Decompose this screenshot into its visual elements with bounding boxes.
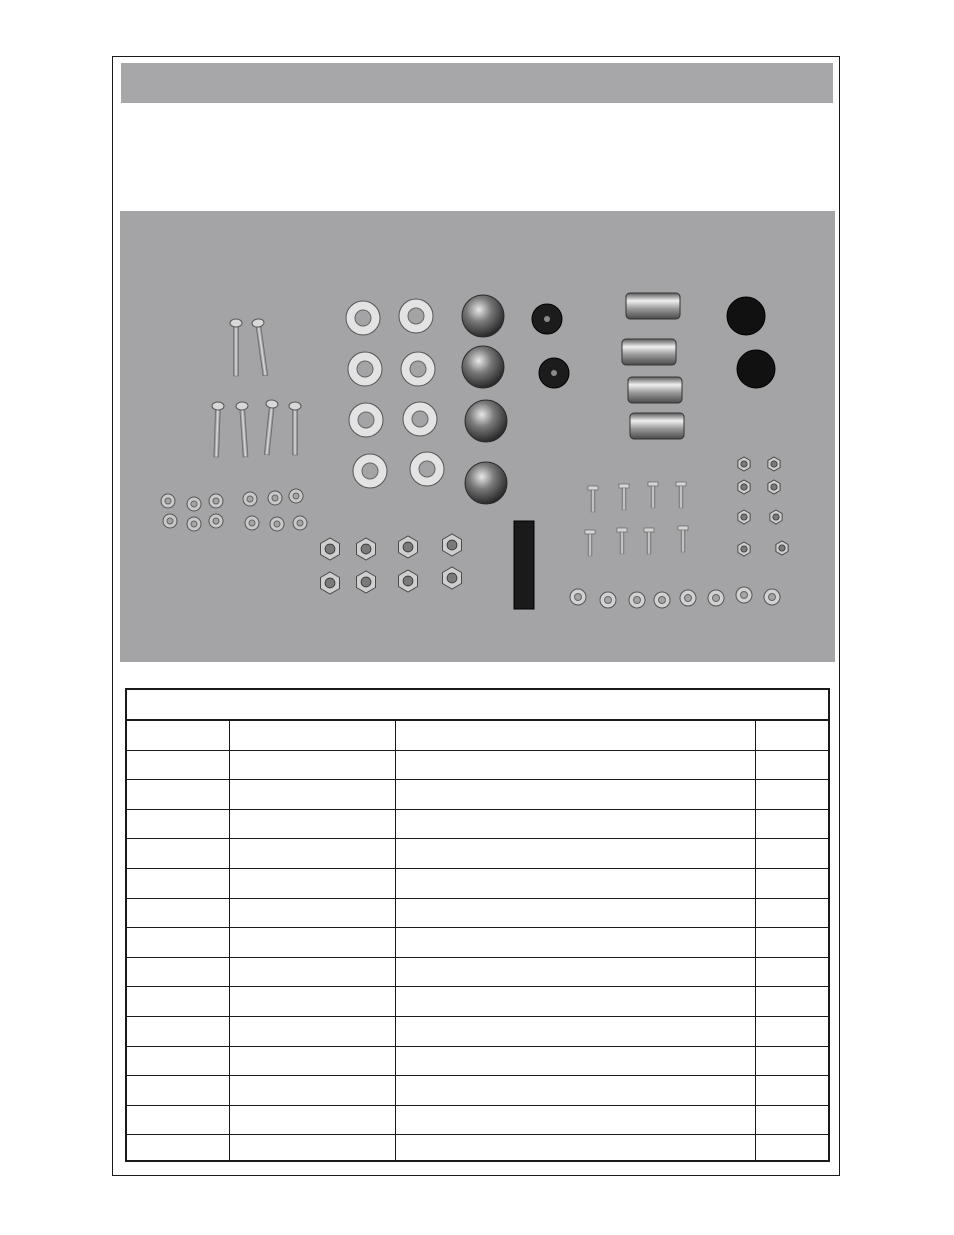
hex-nut-hole xyxy=(741,546,747,552)
small-washer-hole xyxy=(769,594,776,601)
carriage-bolt xyxy=(289,402,301,455)
flat-washer-hole xyxy=(410,361,426,377)
table-row xyxy=(127,958,828,988)
small-bolt-shaft xyxy=(647,532,651,554)
hardware-parts xyxy=(161,293,788,609)
carriage-bolt xyxy=(252,318,272,376)
rubber-washer-hole xyxy=(551,370,557,376)
carriage-bolt xyxy=(210,402,224,457)
hex-nut-hole xyxy=(361,577,371,587)
small-washer-hole xyxy=(249,520,255,526)
hex-nut-hole xyxy=(771,484,777,490)
small-bolt-head xyxy=(617,528,627,532)
small-washer-hole xyxy=(191,501,197,507)
small-bolt-shaft xyxy=(681,530,685,552)
small-bolt-head xyxy=(648,482,658,486)
carriage-bolt xyxy=(236,402,252,458)
table-row xyxy=(127,810,828,840)
hex-nut-hole xyxy=(741,514,747,520)
metal-spacer xyxy=(630,413,684,439)
table-row xyxy=(127,1047,828,1077)
hex-nut-hole xyxy=(361,544,371,554)
table-row xyxy=(127,869,828,899)
table-row xyxy=(127,987,828,1017)
small-washer-hole xyxy=(272,495,278,501)
hex-nut-hole xyxy=(447,540,457,550)
table-row xyxy=(127,1076,828,1106)
small-washer-hole xyxy=(713,595,720,602)
hardware-photo xyxy=(120,211,835,662)
chrome-cap xyxy=(462,346,504,388)
chrome-cap xyxy=(465,462,507,504)
small-washer-hole xyxy=(274,521,280,527)
metal-spacer xyxy=(622,339,676,365)
flat-washer-hole xyxy=(419,461,435,477)
small-bolt-head xyxy=(619,484,629,488)
small-bolt-head xyxy=(585,530,595,534)
small-washer-hole xyxy=(575,594,582,601)
table-row xyxy=(127,780,828,810)
parts-table-header-row xyxy=(127,721,828,751)
table-row xyxy=(127,1017,828,1047)
hex-nut-hole xyxy=(325,544,335,554)
small-washer-hole xyxy=(685,595,692,602)
flat-washer-hole xyxy=(408,308,424,324)
small-washer-hole xyxy=(213,518,219,524)
small-bolt-head xyxy=(678,526,688,530)
table-row xyxy=(127,751,828,781)
small-bolt-shaft xyxy=(679,486,683,508)
flat-washer-hole xyxy=(358,412,374,428)
small-washer-hole xyxy=(165,498,171,504)
small-washer-hole xyxy=(741,592,748,599)
table-row xyxy=(127,899,828,929)
parts-table-title-row xyxy=(127,690,828,721)
flat-washer-hole xyxy=(412,411,428,427)
chrome-cap xyxy=(465,400,507,442)
chrome-cap xyxy=(462,295,504,337)
hex-nut-hole xyxy=(741,461,747,467)
metal-spacer xyxy=(628,377,682,403)
small-bolt-shaft xyxy=(588,534,592,556)
carriage-bolt xyxy=(230,319,242,376)
column-divider xyxy=(395,721,396,1160)
metal-spacer xyxy=(626,293,680,319)
small-washer-hole xyxy=(634,597,641,604)
small-washer-hole xyxy=(191,521,197,527)
small-washer-hole xyxy=(213,498,219,504)
hex-nut-hole xyxy=(779,545,785,551)
carriage-bolt xyxy=(261,399,279,455)
column-divider xyxy=(755,721,756,1160)
hex-nut-hole xyxy=(403,576,413,586)
small-bolt-head xyxy=(644,528,654,532)
hex-nut-hole xyxy=(403,542,413,552)
parts-table xyxy=(125,688,830,1162)
flat-washer-hole xyxy=(362,463,378,479)
hex-nut-hole xyxy=(771,461,777,467)
rubber-cap xyxy=(737,350,775,388)
small-bolt-shaft xyxy=(591,490,595,512)
small-bolt-shaft xyxy=(622,488,626,510)
small-bolt-shaft xyxy=(620,532,624,554)
table-row xyxy=(127,1106,828,1136)
table-row xyxy=(127,839,828,869)
hardware-photo-drawing xyxy=(120,211,835,662)
hex-nut-hole xyxy=(447,573,457,583)
hex-nut-hole xyxy=(741,484,747,490)
flat-washer-hole xyxy=(355,310,371,326)
table-row xyxy=(127,928,828,958)
hex-nut-hole xyxy=(773,514,779,520)
small-bolt-head xyxy=(676,482,686,486)
small-washer-hole xyxy=(297,520,303,526)
small-washer-hole xyxy=(167,518,173,524)
rubber-cap xyxy=(727,297,765,335)
small-washer-hole xyxy=(659,597,666,604)
column-divider xyxy=(229,721,230,1160)
flat-washer-hole xyxy=(357,361,373,377)
small-bolt-shaft xyxy=(651,486,655,508)
small-washer-hole xyxy=(293,493,299,499)
small-washer-hole xyxy=(247,496,253,502)
hex-nut-hole xyxy=(325,578,335,588)
table-row xyxy=(127,1135,828,1165)
section-title-bar xyxy=(121,63,833,103)
small-bolt-head xyxy=(588,486,598,490)
rubber-strip xyxy=(514,521,534,609)
small-washer-hole xyxy=(605,597,612,604)
rubber-washer-hole xyxy=(544,316,550,322)
